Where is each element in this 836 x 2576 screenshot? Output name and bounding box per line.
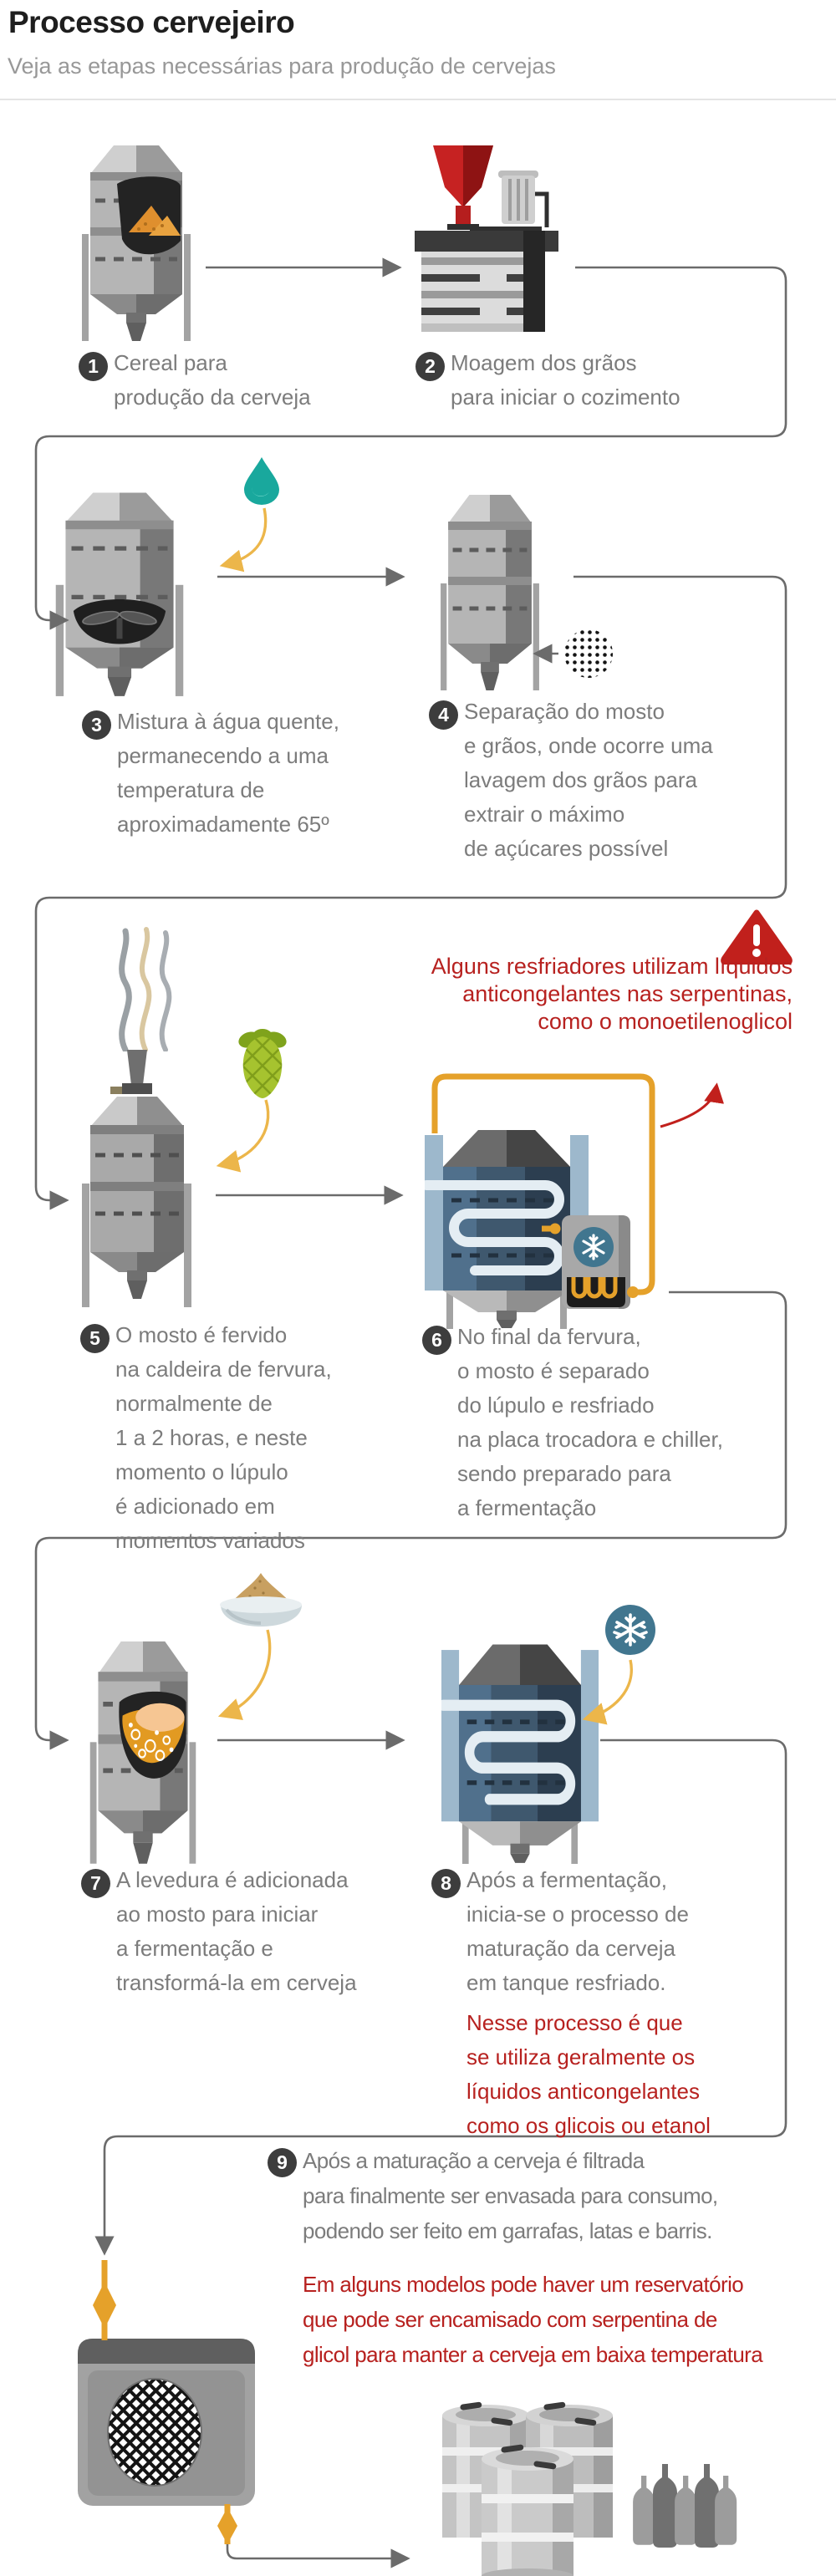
- grain-mill-illustration: [408, 144, 567, 336]
- boil-kettle-illustration: [72, 1050, 201, 1309]
- beer-bottles-illustration: [632, 2464, 741, 2549]
- step-7-text: A levedura é adicionada ao mosto para iniciar a fermentação e transformá-la em cerveja: [116, 1867, 357, 1995]
- step-9-note: Em alguns modelos pode haver um reservatório que pode ser encamisado com serpentina de glicol para manter a cerveja em baixa temperatura: [303, 2272, 763, 2367]
- page-title: Processo cervejeiro: [8, 5, 295, 39]
- arrow-yeast-into-step7: [222, 1630, 270, 1715]
- step-1-text: Cereal para produção da cerveja: [114, 350, 311, 410]
- step-8-number: 8: [431, 1869, 461, 1898]
- step-2-text: Moagem dos grãos para iniciar o cozimento: [451, 350, 681, 410]
- step-4-text: Separação do mosto e grãos, onde ocorre uma lavagem dos grãos para extrair o máximo de açúcares possível: [464, 699, 713, 861]
- header-divider: [0, 99, 836, 100]
- step-3-number: 3: [82, 710, 111, 740]
- arrow-coil-to-warning: [660, 1087, 716, 1127]
- filter-unit-illustration: [78, 2339, 255, 2506]
- page-subtitle: Veja as etapas necessárias para produção de cervejas: [8, 53, 556, 79]
- step-6-number: 6: [422, 1326, 451, 1355]
- grain-mesh-icon: [563, 629, 614, 679]
- step-3-text: Mistura à água quente, permanecendo a uma temperatura de aproximadamente 65º: [117, 709, 339, 837]
- outlet-valve-icon: [217, 2507, 237, 2544]
- steam-icon: [107, 924, 186, 1051]
- maturation-tank-illustration: [441, 1632, 599, 1864]
- arrow-water-into-step3: [224, 508, 266, 565]
- step-2-number: 2: [415, 352, 445, 381]
- step-9-number: 9: [268, 2148, 297, 2177]
- fermentation-tank-illustration: [82, 1628, 204, 1866]
- arrow-filter-to-kegs: [227, 2544, 406, 2558]
- yeast-bowl-icon: [213, 1570, 309, 1628]
- beer-kegs-illustration: [433, 2397, 621, 2576]
- step-1-number: 1: [79, 352, 108, 381]
- step-7-number: 7: [81, 1869, 110, 1898]
- arrow-hop-into-step5: [221, 1100, 268, 1165]
- chiller-illustration: [560, 1214, 634, 1312]
- step-5-text: O mosto é fervido na caldeira de fervura, normalmente de 1 a 2 horas, e neste momento o lúpulo é adicionado em momentos variados: [115, 1322, 332, 1553]
- snowflake-icon: [604, 1603, 657, 1657]
- step-6-text: No final da fervura, o mosto é separado do lúpulo e resfriado na placa trocadora e chiller, sendo preparado para a fermentação: [457, 1324, 723, 1520]
- step-5-number: 5: [80, 1324, 110, 1353]
- step-8-text: Após a fermentação, inicia-se o processo de maturação da cerveja em tanque resfriado.: [466, 1867, 689, 1995]
- step-4-number: 4: [429, 700, 458, 730]
- step-9-text: Após a maturação a cerveja é filtrada para finalmente ser envasada para consumo, podendo ser feito em garrafas, latas e barris.: [303, 2148, 718, 2243]
- warning-text: Alguns resfriadores utilizam líquidos anticongelantes nas serpentinas, como o monoetilenoglicol: [431, 954, 793, 1034]
- water-drop-icon: [242, 456, 281, 506]
- hop-cone-icon: [237, 1026, 288, 1100]
- grain-silo-illustration: [74, 134, 199, 343]
- inlet-valve-icon: [93, 2282, 116, 2329]
- step-8-note: Nesse processo é que se utiliza geralmente os líquidos anticongelantes como os glicois ou etanol: [466, 2010, 711, 2138]
- lauter-tank-illustration: [433, 483, 547, 692]
- mash-tank-illustration: [46, 481, 193, 698]
